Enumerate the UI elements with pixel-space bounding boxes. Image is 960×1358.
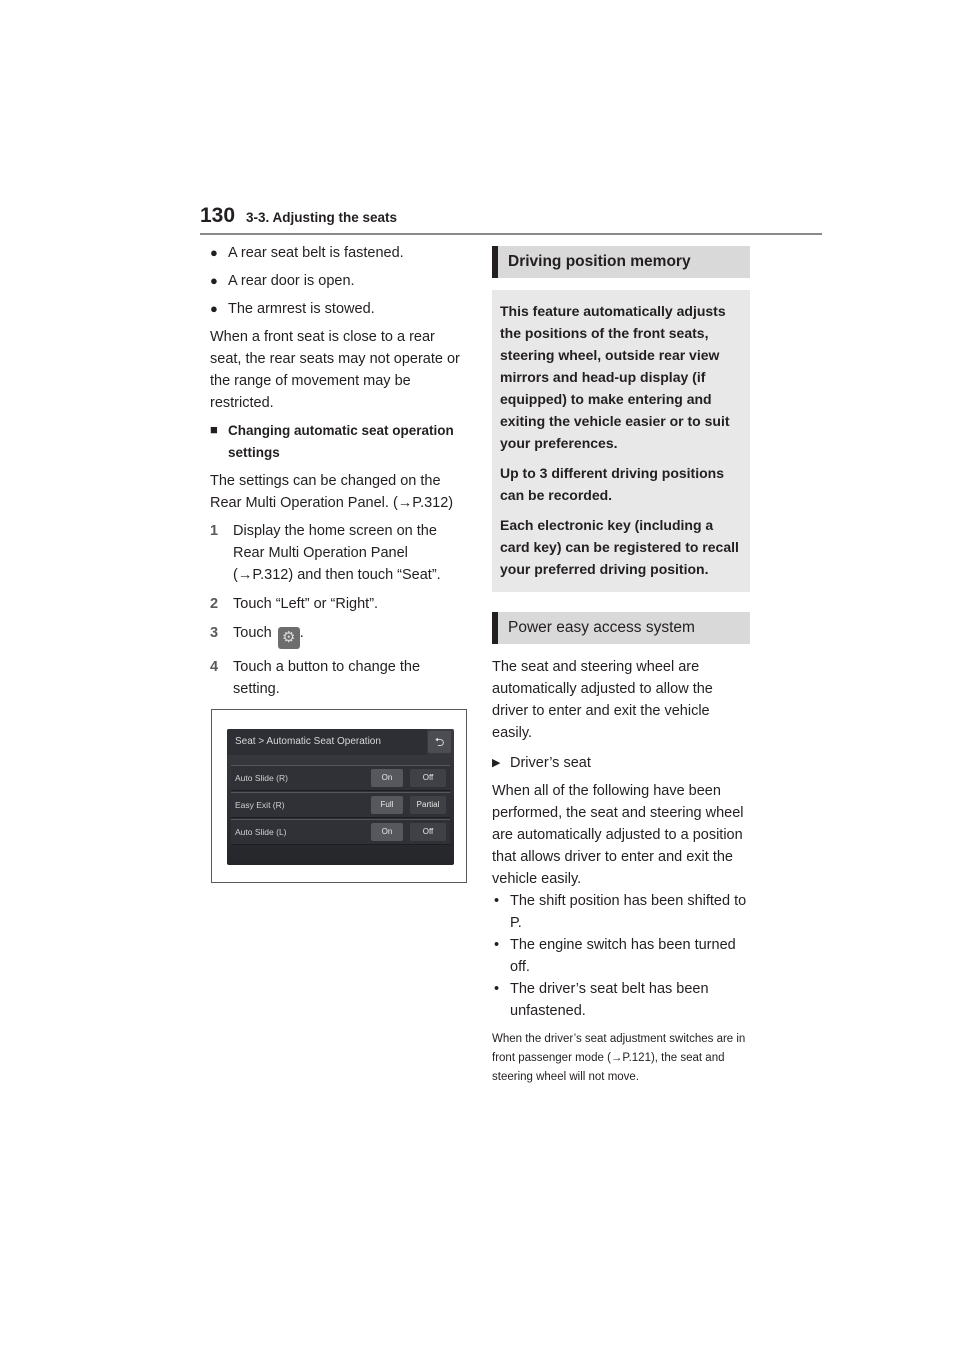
summary-paragraph: This feature automatically adjusts the positions of the front seats, steering wheel, outside rear view mirrors and head-up display (if equipped) to make entering and exiting the vehicle easier or to suit your preferences. xyxy=(500,303,730,451)
list-item: • The shift position has been shifted to P. xyxy=(494,893,747,931)
summary-box xyxy=(492,290,750,592)
off-button[interactable]: Off xyxy=(410,769,446,787)
on-button[interactable]: On xyxy=(371,823,403,841)
setting-row: Easy Exit (R) Full Partial xyxy=(231,792,450,818)
section-banner: Power easy access system xyxy=(492,612,750,644)
note: When the driver’s seat adjustment switches are in front passenger mode (→P.121), the seat and steering wheel will not move. xyxy=(492,1033,746,1083)
partial-button[interactable]: Partial xyxy=(410,796,446,814)
paragraph: When a front seat is close to a rear seat, the rear seats may not operate or the range of movement may be restricted. xyxy=(210,329,460,411)
right-column xyxy=(492,246,750,1087)
list-item: ● A rear door is open. xyxy=(210,273,355,289)
summary-paragraph: Each electronic key (including a card key) can be registered to recall your preferred driving position. xyxy=(500,517,739,577)
setting-row: Auto Slide (R) On Off xyxy=(231,765,450,791)
paragraph: The seat and steering wheel are automatically adjusted to allow the driver to enter and exit the vehicle easily. xyxy=(492,659,713,741)
off-button[interactable]: Off xyxy=(410,823,446,841)
on-button[interactable]: On xyxy=(371,769,403,787)
screen-figure xyxy=(211,709,467,883)
page-header xyxy=(200,202,822,234)
step-4: 4 Touch a button to change the setting. xyxy=(210,659,421,697)
step-2: 2 Touch “Left” or “Right”. xyxy=(210,596,379,612)
sub-heading: ■ Changing automatic seat operation settings xyxy=(210,422,454,460)
gear-icon: ⚙ xyxy=(278,627,300,649)
header-rule xyxy=(200,233,822,235)
list-item: • The driver’s seat belt has been unfastened. xyxy=(494,981,709,1019)
list-item: ▶ Driver’s seat xyxy=(492,755,591,771)
section-banner: Driving position memory xyxy=(492,246,750,278)
step-1: 1 Display the home screen on the Rear Multi Operation Panel (→P.312) and then touch “Seat”. xyxy=(210,523,441,583)
left-column xyxy=(210,242,470,707)
list-item: ● The armrest is stowed. xyxy=(210,301,375,317)
step-3: 3 Touch ⚙ . xyxy=(210,622,470,649)
section-title: 3-3. Adjusting the seats xyxy=(246,210,398,225)
summary-paragraph: Up to 3 different driving positions can be recorded. xyxy=(500,465,724,503)
back-icon[interactable]: ⮌ xyxy=(428,731,451,753)
paragraph: When all of the following have been performed, the seat and steering wheel are automatically adjusted to a position that allows driver to enter and exit the vehicle easily. xyxy=(492,783,744,887)
screen-title: Seat > Automatic Seat Operation xyxy=(227,729,427,755)
list-item: ● A rear seat belt is fastened. xyxy=(210,245,404,261)
list-item: • The engine switch has been turned off. xyxy=(494,937,736,975)
paragraph: The settings can be changed on the Rear Multi Operation Panel. (→P.312) xyxy=(210,473,454,511)
page-number: 130 xyxy=(200,204,236,227)
display-screen xyxy=(227,729,454,865)
full-button[interactable]: Full xyxy=(371,796,403,814)
setting-row: Auto Slide (L) On Off xyxy=(231,819,450,845)
